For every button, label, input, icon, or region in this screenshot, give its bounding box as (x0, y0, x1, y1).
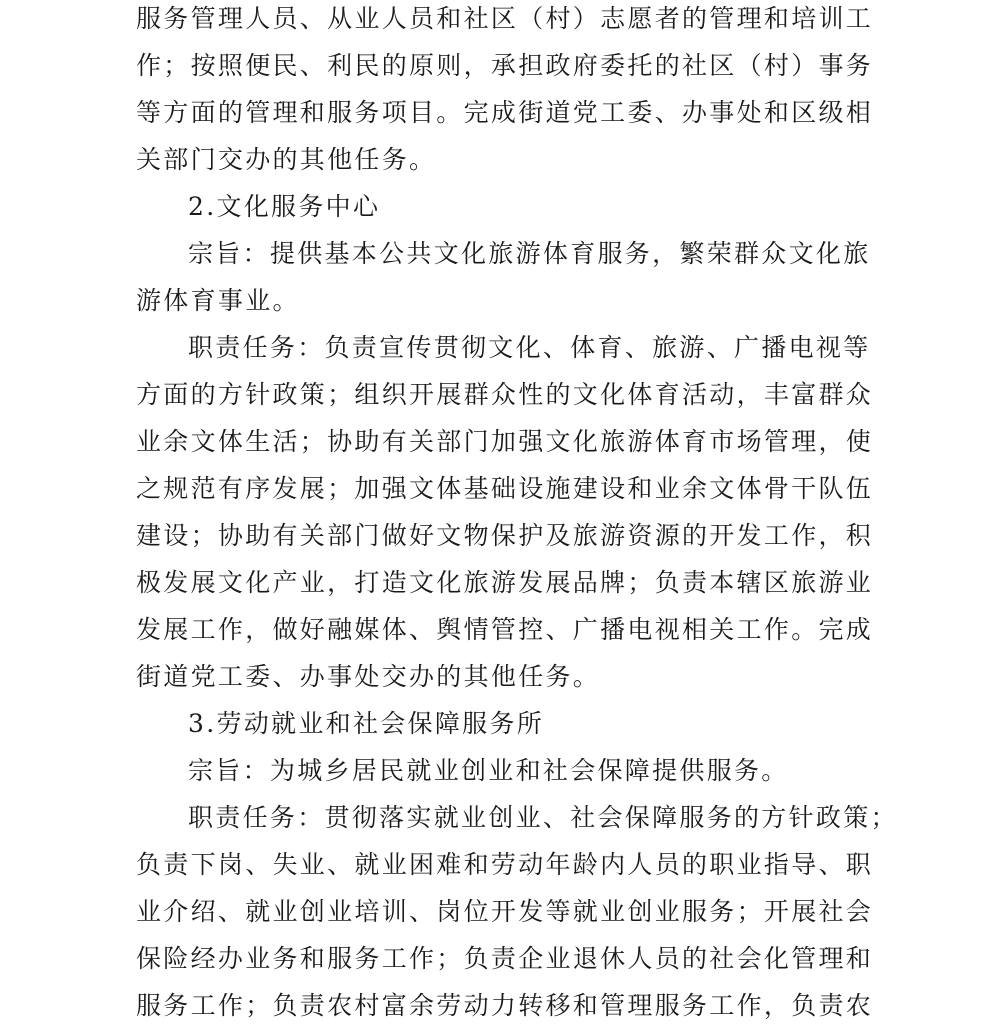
paragraph-line: 作；按照便民、利民的原则，承担政府委托的社区（村）事务 (136, 51, 874, 80)
paragraph-line: 街道党工委、办事处交办的其他任务。 (136, 662, 601, 691)
paragraph-line: 服务工作；负责农村富余劳动力转移和管理服务工作，负责农 (136, 991, 874, 1020)
paragraph-line: 建设；协助有关部门做好文物保护及旅游资源的开发工作，积 (136, 521, 874, 550)
paragraph-line: 宗旨：为城乡居民就业创业和社会保障提供服务。 (188, 756, 789, 785)
paragraph-line: 之规范有序发展；加强文体基础设施建设和业余文体骨干队伍 (136, 474, 874, 503)
paragraph-line: 方面的方针政策；组织开展群众性的文化体育活动，丰富群众 (136, 380, 874, 409)
paragraph-line: 宗旨：提供基本公共文化旅游体育服务，繁荣群众文化旅 (188, 239, 871, 268)
paragraph-line: 业余文体生活；协助有关部门加强文化旅游体育市场管理，使 (136, 427, 874, 456)
paragraph-line: 服务管理人员、从业人员和社区（村）志愿者的管理和培训工 (136, 4, 874, 33)
paragraph-line: 职责任务：贯彻落实就业创业、社会保障服务的方针政策； (188, 803, 898, 832)
section-heading: 2.文化服务中心 (188, 192, 381, 221)
paragraph-line: 极发展文化产业，打造文化旅游发展品牌；负责本辖区旅游业 (136, 568, 874, 597)
paragraph-line: 发展工作，做好融媒体、舆情管控、广播电视相关工作。完成 (136, 615, 874, 644)
paragraph-line: 负责下岗、失业、就业困难和劳动年龄内人员的职业指导、职 (136, 850, 874, 879)
paragraph-line: 职责任务：负责宣传贯彻文化、体育、旅游、广播电视等 (188, 333, 871, 362)
paragraph-line: 业介绍、就业创业培训、岗位开发等就业创业服务；开展社会 (136, 897, 874, 926)
paragraph-line: 关部门交办的其他任务。 (136, 145, 437, 174)
section-heading: 3.劳动就业和社会保障服务所 (188, 709, 545, 738)
paragraph-line: 游体育事业。 (136, 286, 300, 315)
paragraph-line: 保险经办业务和服务工作；负责企业退休人员的社会化管理和 (136, 944, 874, 973)
paragraph-line: 等方面的管理和服务项目。完成街道党工委、办事处和区级相 (136, 98, 874, 127)
